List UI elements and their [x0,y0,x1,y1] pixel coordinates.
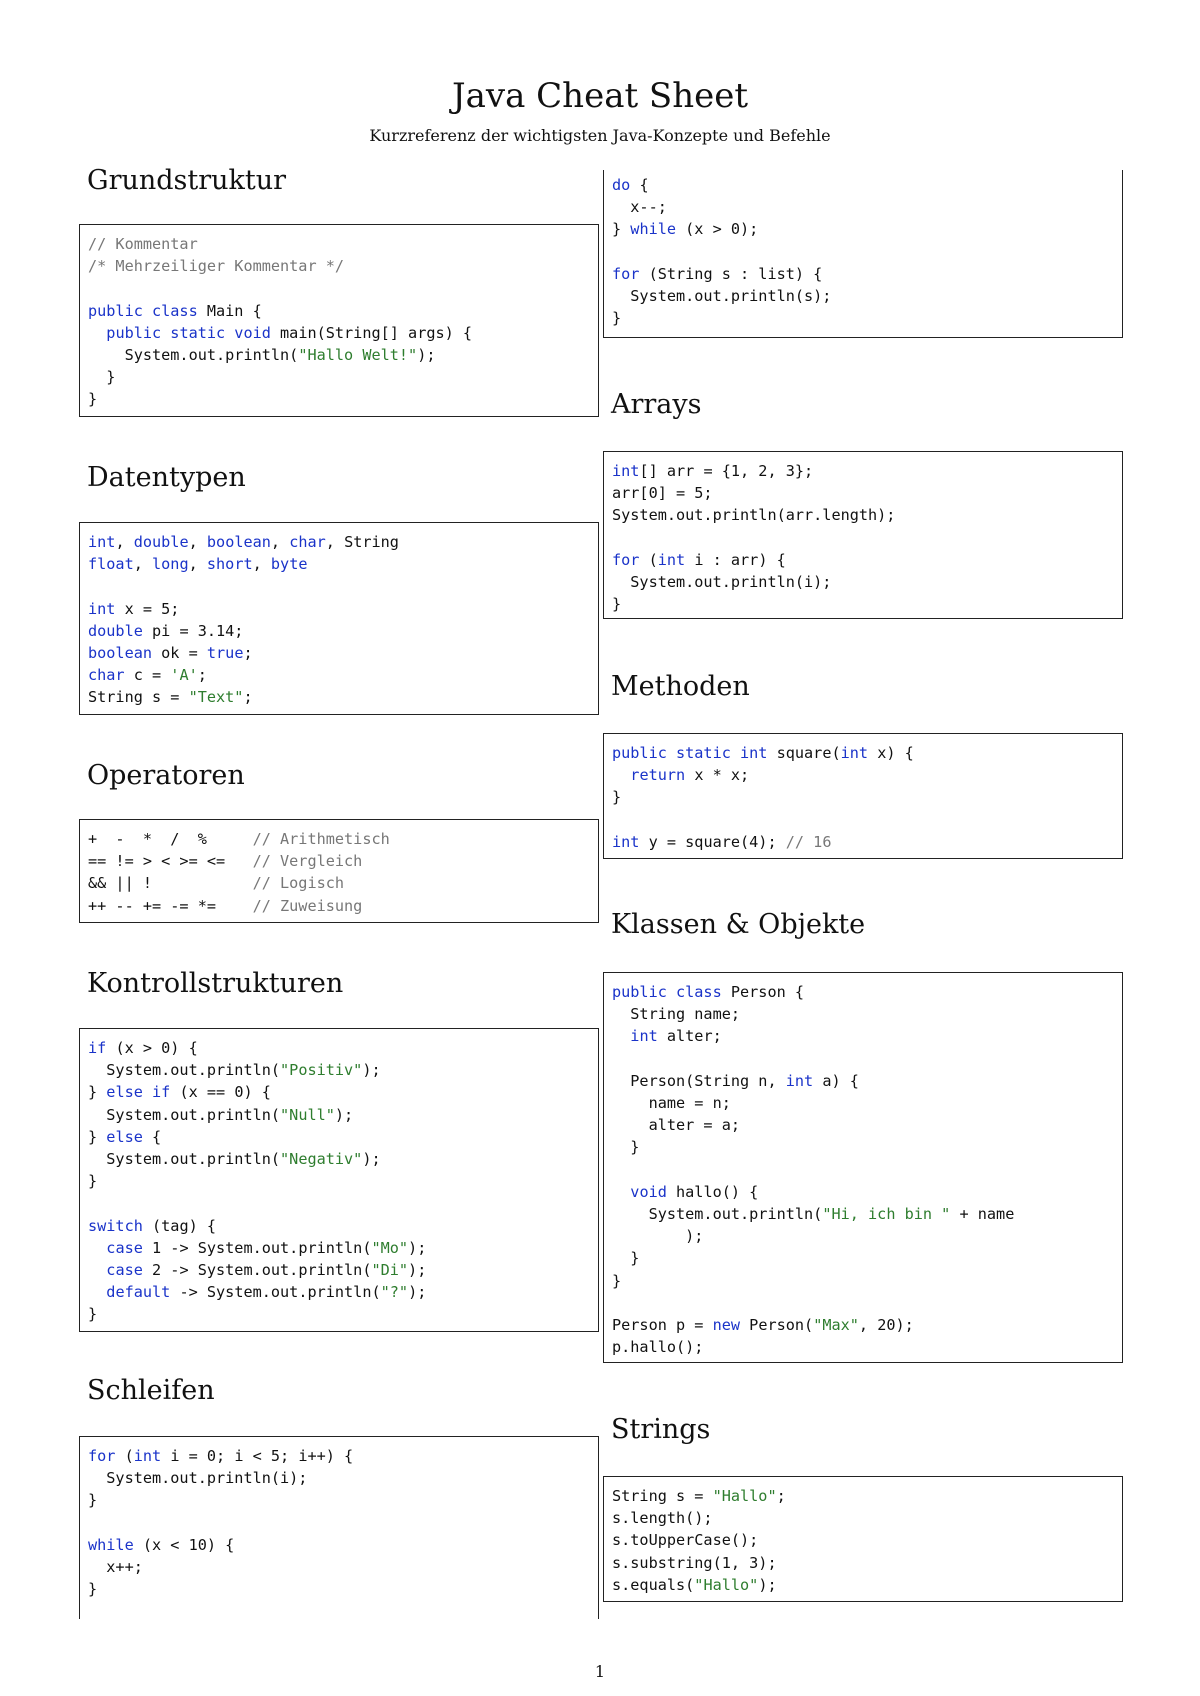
code-string: "Hi, ich bin " [822,1205,951,1224]
code-text: ( [639,550,658,569]
code-block-arrays [603,451,1123,619]
code-text: arr[0] = 5; [612,484,713,503]
code-schleifen [80,1437,598,1600]
code-keyword: return [630,766,686,785]
code-text [612,1027,630,1045]
heading-klassen-objekte: Klassen & Objekte [611,909,866,940]
code-string: "?" [380,1283,409,1302]
code-text: System.out.println(arr.length); [612,506,896,525]
code-text: 1 -> System.out.println( [142,1238,372,1257]
code-keyword: case [106,1238,143,1257]
code-text: Person( [740,1316,814,1335]
code-keyword: byte [270,555,308,574]
code-text: } [88,368,116,387]
code-text: System.out.println( [88,1150,281,1169]
code-text: } [88,1580,98,1599]
code-keyword: int [657,550,686,569]
code-comment: // Zuweisung [252,896,363,915]
code-strings [604,1477,1122,1596]
code-text: System.out.println(s); [612,287,832,306]
code-block-schleifen [79,1436,599,1619]
code-text: -> System.out.println( [170,1283,381,1302]
code-keyword: for [612,550,640,569]
code-text: x--; [612,198,667,217]
code-text: c = [124,666,171,685]
code-keyword: long [152,555,189,574]
code-keyword: int [612,832,640,851]
code-keyword: public class [612,983,722,1001]
code-text: ( [115,1447,134,1465]
code-comment: // 16 [785,832,832,851]
code-text: (x < 10) { [133,1535,235,1554]
code-text: , 20); [858,1316,914,1335]
code-text: } [612,1138,640,1157]
code-block-operatoren [79,819,599,923]
code-keyword: int [840,744,869,762]
code-text: String s = [612,1487,713,1505]
code-keyword: float [88,555,134,574]
code-text: System.out.println(i); [612,573,832,592]
code-text: System.out.println( [88,1105,281,1124]
code-text: && || ! [88,874,253,893]
code-text: x = 5; [115,599,180,618]
code-text: System.out.println( [88,346,299,365]
code-text: ++ -- += -= *= [88,896,253,915]
code-text: (tag) { [142,1216,217,1235]
page-title: Java Cheat Sheet [451,76,749,116]
code-keyword: int [785,1071,814,1090]
code-text: , String [325,533,399,551]
code-keyword: int [88,599,116,618]
code-text: 2 -> System.out.println( [142,1261,372,1280]
code-keyword: else if [106,1083,171,1102]
heading-strings: Strings [611,1414,711,1445]
code-text: String s = [88,688,189,707]
heading-datentypen: Datentypen [87,462,246,493]
code-keyword: int [612,462,640,480]
code-kontrollstrukturen [80,1029,598,1326]
code-keyword: while [88,1535,134,1554]
code-text: { [630,176,649,194]
code-datentypen [80,523,598,709]
code-text: s.length(); [612,1509,713,1528]
code-block-strings [603,1476,1123,1602]
code-text: (x == 0) { [170,1083,271,1102]
code-keyword: else [106,1127,143,1146]
code-block-schleifen-continued [603,170,1123,338]
code-keyword: public class [88,301,198,320]
code-text: x++; [88,1558,143,1577]
code-string: "Hallo" [694,1575,759,1594]
code-text: String name; [612,1005,741,1024]
code-operatoren [80,820,598,917]
code-grundstruktur [80,225,598,411]
code-text: x) { [868,744,914,762]
code-string: "Null" [280,1105,335,1124]
heading-schleifen: Schleifen [87,1375,215,1406]
code-text: (x > 0); [676,220,759,239]
code-keyword: double [88,621,143,640]
code-text: Person { [721,983,805,1001]
code-text: Person p = [612,1316,713,1335]
code-text: } [88,1172,98,1191]
page-subtitle: Kurzreferenz der wichtigsten Java-Konzepte und Befehle [369,126,831,145]
code-text: x * x; [685,766,750,785]
code-keyword: new [712,1316,741,1335]
code-text: ok = [152,644,207,663]
code-keyword: int [133,1447,162,1465]
code-text: } [88,1491,98,1510]
code-text: pi = 3.14; [142,621,244,640]
code-text: name = n; [612,1094,731,1113]
code-comment: /* Mehrzeiliger Kommentar */ [88,257,345,276]
code-text: main(String[] args) { [270,323,473,342]
code-string: "Mo" [371,1238,409,1257]
code-text: ; [243,644,253,663]
code-text: s.equals( [612,1575,695,1594]
code-text: } [612,1249,640,1268]
code-keyword: default [106,1283,171,1302]
code-text: } [612,309,622,328]
page-number: 1 [594,1662,606,1681]
code-text: } [88,1083,107,1102]
code-text: i = 0; i < 5; i++) { [161,1447,354,1465]
code-text: ; [243,688,253,707]
code-text: p.hallo(); [612,1338,704,1357]
code-text: ); [408,1238,427,1257]
code-text: } [88,390,98,409]
code-text: , [188,533,207,551]
code-keyword: boolean [206,533,271,551]
code-text: alter; [657,1027,722,1046]
code-string: "Negativ" [280,1150,363,1169]
code-text: ); [417,346,436,365]
code-text: y = square(4); [639,832,786,851]
code-text: { [142,1127,162,1146]
code-text: } [88,1127,107,1146]
code-string: "Hallo" [712,1487,777,1505]
code-keyword: int [630,1027,658,1046]
code-comment: // Arithmetisch [252,830,390,848]
code-block-kontrollstrukturen [79,1028,599,1332]
code-comment: // Kommentar [88,235,198,253]
code-keyword: public static int [612,744,768,762]
code-klassen-objekte [604,973,1122,1358]
code-text: a) { [813,1071,859,1090]
code-keyword: char [88,666,125,685]
code-text: ); [334,1105,354,1124]
heading-grundstruktur: Grundstruktur [87,165,287,196]
code-text: hallo() { [666,1182,759,1201]
code-text: Main { [197,301,262,320]
heading-operatoren: Operatoren [87,760,245,791]
code-keyword: while [630,220,677,239]
code-text: i : arr) { [685,550,786,569]
code-keyword: boolean [88,644,153,663]
code-string: "Di" [371,1261,409,1280]
code-text: } [88,1305,98,1324]
code-comment: // Vergleich [252,852,363,871]
code-text: } [612,788,622,807]
code-keyword: for [612,264,640,283]
code-string: "Positiv" [280,1061,363,1080]
code-string: 'A' [170,666,198,685]
code-text: ); [408,1261,427,1280]
code-keyword: short [206,555,253,574]
code-text [88,1261,106,1279]
code-text [88,324,106,342]
code-text: ; [776,1487,786,1505]
code-string: "Max" [813,1316,859,1335]
code-block-grundstruktur [79,224,599,417]
code-text: [] arr = {1, 2, 3}; [639,462,814,480]
code-block-datentypen [79,522,599,715]
code-string: "Hallo Welt!" [298,346,418,365]
code-text: ); [362,1150,381,1169]
code-text: System.out.println(i); [88,1469,308,1488]
code-text: (x > 0) { [106,1039,198,1057]
code-text: System.out.println( [88,1061,281,1080]
code-text: , [188,555,207,574]
code-string: "Text" [188,688,244,707]
code-keyword: double [133,533,189,551]
code-text: ; [197,666,207,685]
code-comment: // Logisch [252,874,345,893]
code-text [612,766,630,784]
code-text: , [115,533,134,551]
heading-arrays: Arrays [611,389,702,420]
code-text: s.toUpperCase(); [612,1531,759,1550]
code-text: } [612,595,622,614]
code-arrays [604,452,1122,615]
code-text: + - * / % [88,830,253,848]
code-text: ); [758,1575,777,1594]
code-text: , [270,533,290,551]
code-text: ); [612,1227,704,1246]
code-schleifen-continued [604,170,1122,329]
code-keyword: if [88,1039,107,1057]
code-text: Person(String n, [612,1071,786,1090]
heading-kontrollstrukturen: Kontrollstrukturen [87,968,344,999]
code-methoden [604,734,1122,853]
code-keyword: true [206,644,244,663]
code-keyword: switch [88,1216,143,1235]
code-text: == != > < >= <= [88,852,253,871]
code-text [88,1283,106,1301]
code-text: } [612,1271,622,1290]
code-text: alter = a; [612,1116,741,1135]
code-block-methoden [603,733,1123,859]
code-text: + name [950,1205,1015,1224]
code-text: square( [767,744,841,762]
code-keyword: case [106,1261,143,1280]
code-keyword: char [289,533,326,551]
code-text: System.out.println( [612,1205,823,1224]
code-text: ); [362,1061,381,1080]
code-keyword: int [88,533,116,551]
code-text: s.substring(1, 3); [612,1553,777,1572]
code-keyword: do [612,176,631,194]
code-keyword: void [630,1182,667,1201]
heading-methoden: Methoden [611,671,750,702]
code-block-klassen-objekte [603,972,1123,1363]
code-text: (String s : list) { [639,264,823,283]
code-keyword: for [88,1447,116,1465]
code-text: , [133,555,153,574]
code-text: ); [408,1283,427,1302]
code-keyword: public static void [106,323,271,342]
code-text: , [252,555,271,574]
code-text [88,1239,106,1257]
code-text [612,1183,630,1201]
code-text: } [612,220,631,239]
